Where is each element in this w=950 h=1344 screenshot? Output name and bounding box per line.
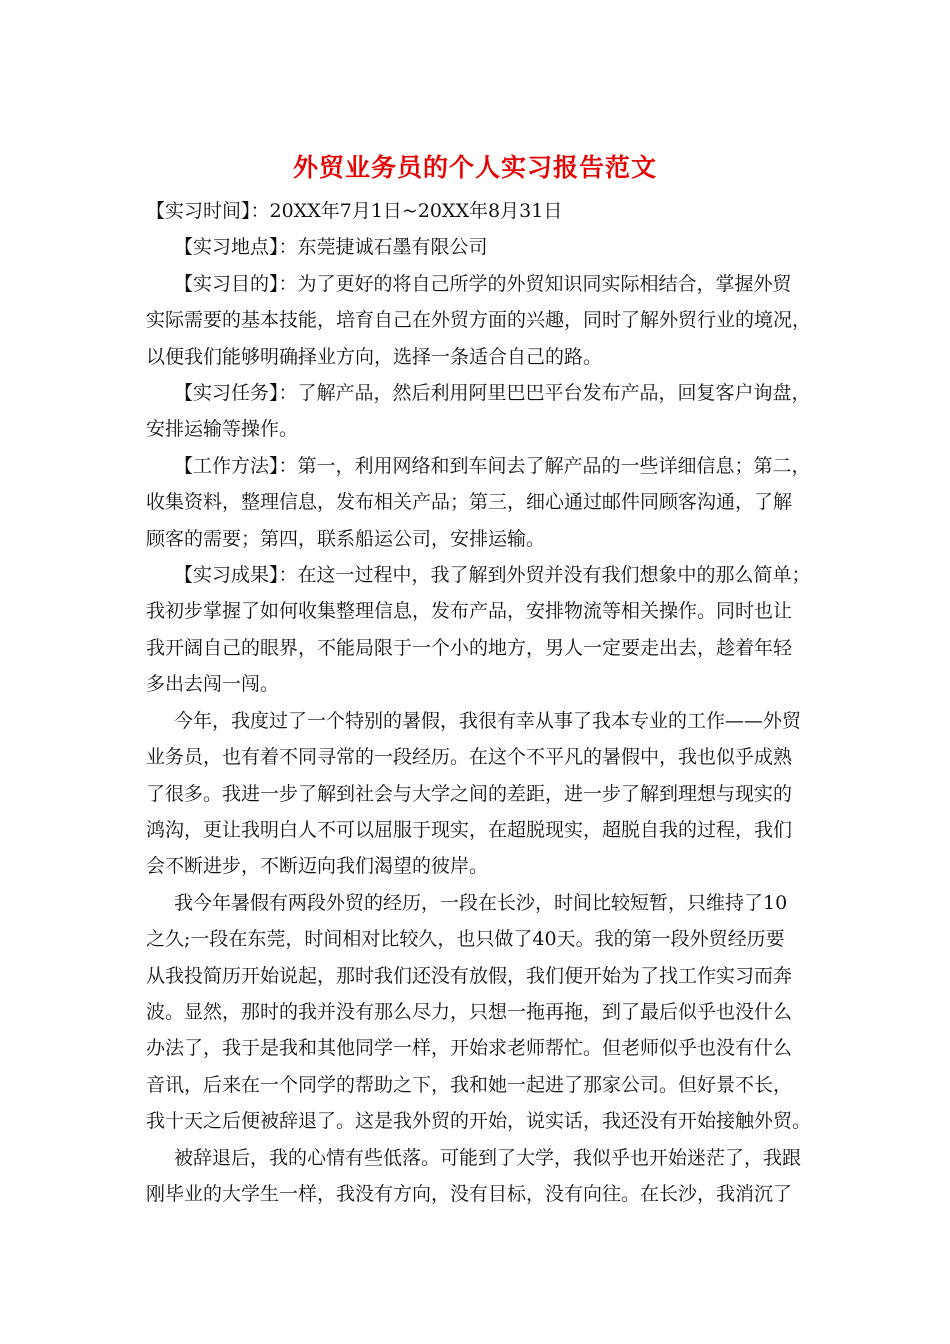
- document-body: [146, 193, 810, 1212]
- text-line: 音讯，后来在一个同学的帮助之下，我和她一起进了那家公司。但好景不长，: [146, 1073, 793, 1096]
- text-line: 【实习地点】：东莞捷诚石墨有限公司: [174, 236, 488, 259]
- text-line: 波。显然，那时的我并没有那么尽力，只想一拖再拖，到了最后似乎也没什么: [146, 1000, 793, 1023]
- document-title: 外贸业务员的个人实习报告范文: [292, 153, 657, 182]
- text-line: 我今年暑假有两段外贸的经历，一段在长沙，时间比较短暂，只维持了10: [174, 891, 788, 914]
- text-line: 【实习时间】：20XX年7月1日~20XX年8月31日: [146, 200, 563, 222]
- text-line: 以便我们能够明确择业方向，选择一条适合自己的路。: [146, 345, 603, 368]
- text-line: 我初步掌握了如何收集整理信息，发布产品，安排物流等相关操作。同时也让: [146, 600, 793, 623]
- text-line: 业务员，也有着不同寻常的一段经历。在这个不平凡的暑假中，我也似乎成熟: [146, 746, 793, 769]
- text-line: 办法了，我于是我和其他同学一样，开始求老师帮忙。但老师似乎也没有什么: [146, 1037, 793, 1060]
- text-line: 鸿沟，更让我明白人不可以屈服于现实，在超脱现实，超脱自我的过程，我们: [146, 818, 793, 841]
- text-line: 安排运输等操作。: [146, 418, 299, 441]
- text-line: 顾客的需要；第四，联系船运公司，安排运输。: [146, 527, 546, 550]
- text-line: 多出去闯一闯。: [146, 673, 280, 696]
- text-line: 【实习成果】：在这一过程中，我了解到外贸并没有我们想象中的那么简单；: [174, 564, 811, 587]
- text-line: 刚毕业的大学生一样，我没有方向，没有目标，没有向往。在长沙，我消沉了: [146, 1182, 793, 1205]
- text-line: 了很多。我进一步了解到社会与大学之间的差距，进一步了解到理想与现实的: [146, 782, 793, 805]
- text-line: 【实习任务】：了解产品，然后利用阿里巴巴平台发布产品，回复客户询盘，: [174, 382, 811, 405]
- text-line: 【实习目的】：为了更好的将自己所学的外贸知识同实际相结合，掌握外贸: [174, 272, 792, 295]
- text-line: 我开阔自己的眼界，不能局限于一个小的地方，男人一定要走出去，趁着年轻: [146, 636, 793, 659]
- text-line: 收集资料，整理信息，发布相关产品；第三，细心通过邮件同顾客沟通，了解: [146, 491, 793, 514]
- text-line: 会不断进步，不断迈向我们渴望的彼岸。: [146, 855, 489, 878]
- text-line: 【工作方法】：第一，利用网络和到车间去了解产品的一些详细信息；第二，: [174, 454, 811, 477]
- text-line: 今年，我度过了一个特别的暑假，我很有幸从事了我本专业的工作——外贸: [174, 709, 802, 732]
- text-line: 之久;一段在东莞，时间相对比较久，也只做了40天。我的第一段外贸经历要: [146, 928, 785, 951]
- text-line: 我十天之后便被辞退了。这是我外贸的开始，说实话，我还没有开始接触外贸。: [146, 1110, 812, 1133]
- text-line: 从我投简历开始说起，那时我们还没有放假，我们便开始为了找工作实习而奔: [146, 964, 793, 987]
- text-line: 被辞退后，我的心情有些低落。可能到了大学，我似乎也开始迷茫了，我跟: [174, 1146, 802, 1169]
- text-line: 实际需要的基本技能，培育自己在外贸方面的兴趣，同时了解外贸行业的境况，: [146, 309, 812, 332]
